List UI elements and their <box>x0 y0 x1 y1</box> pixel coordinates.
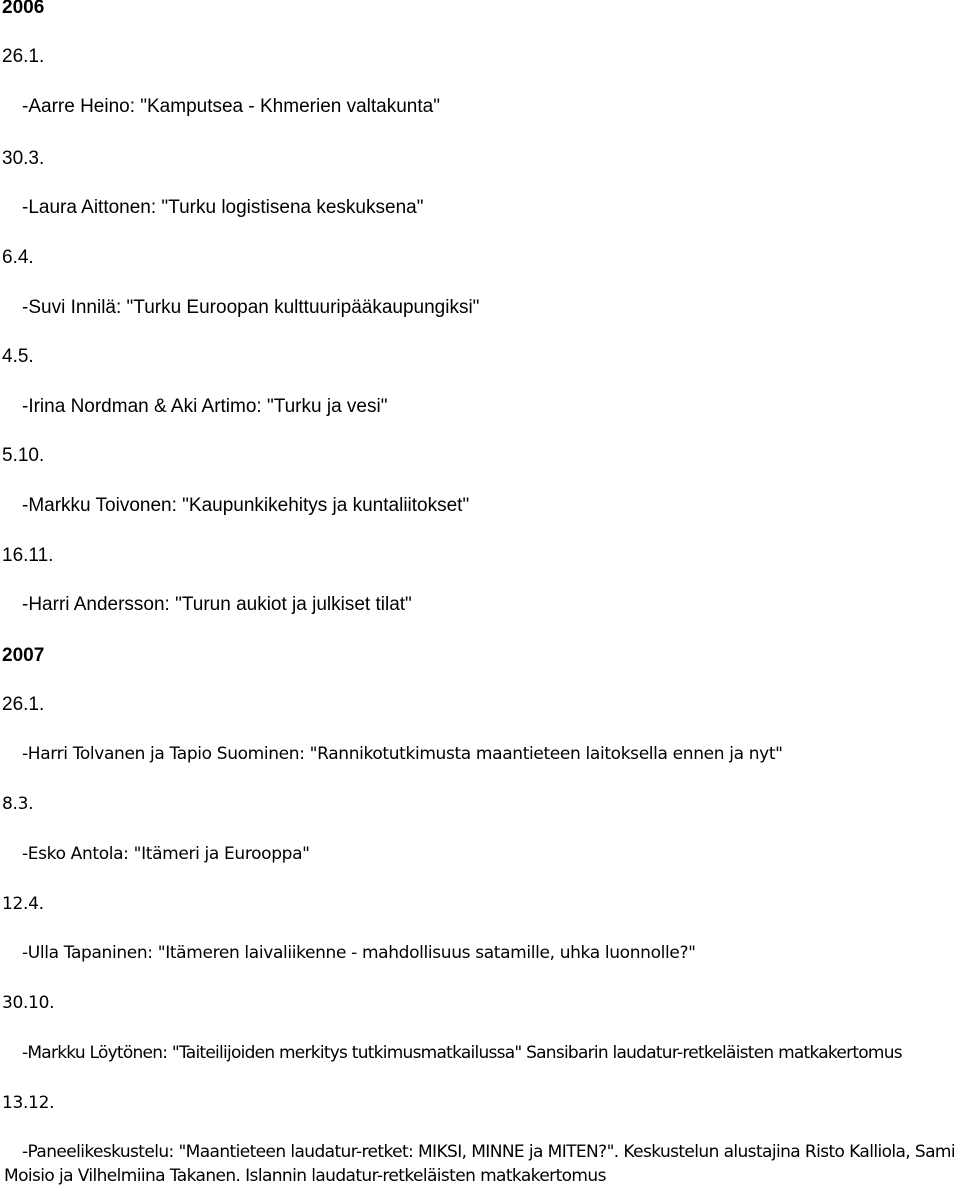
entry-date: 5.10. <box>2 445 45 466</box>
entry-date: 16.11. <box>2 545 54 566</box>
entry-talk: -Ulla Tapaninen: "Itämeren laivaliikenne - mahdollisuus satamille, uhka luonnolle?" <box>22 943 696 963</box>
entry-talk: -Harri Tolvanen ja Tapio Suominen: "Rannikotutkimusta maantieteen laitoksella ennen ja nyt" <box>22 744 783 764</box>
entry-date: 30.10. <box>2 993 55 1013</box>
entry-date: 13.12. <box>2 1093 55 1113</box>
year-heading-2006: 2006 <box>2 0 45 18</box>
entry-talk: -Paneelikeskustelu: "Maantieteen laudatur-retket: MIKSI, MINNE ja MITEN?". Keskustelun alustajina Risto Kalliola, Sami Moisio ja Vilhelmiina Takanen. Islannin laudatur-retkeläisten matkakertomus <box>4 1142 956 1186</box>
entry-date: 26.1. <box>2 46 45 67</box>
entry-date: 26.1. <box>2 694 45 715</box>
entry-date: 30.3. <box>2 148 45 169</box>
entry-date: 12.4. <box>2 894 44 914</box>
year-heading-2007: 2007 <box>2 645 45 666</box>
entry-talk: -Esko Antola: "Itämeri ja Eurooppa" <box>22 844 310 864</box>
entry-date: 8.3. <box>2 794 34 814</box>
entry-talk: -Markku Toivonen: "Kaupunkikehitys ja kuntaliitokset" <box>22 495 470 516</box>
entry-date: 6.4. <box>2 247 34 268</box>
entry-date: 4.5. <box>2 346 34 367</box>
entry-talk: -Suvi Innilä: "Turku Euroopan kulttuuripääkaupungiksi" <box>22 297 480 318</box>
entry-talk: -Irina Nordman & Aki Artimo: "Turku ja vesi" <box>22 396 388 417</box>
entry-talk: -Laura Aittonen: "Turku logistisena keskuksena" <box>22 197 424 218</box>
entry-talk: -Markku Löytönen: "Taiteilijoiden merkitys tutkimusmatkailussa" Sansibarin laudatur-retkeläisten matkakertomus <box>22 1043 902 1063</box>
entry-talk: -Harri Andersson: "Turun aukiot ja julkiset tilat" <box>22 594 412 615</box>
entry-talk: -Aarre Heino: "Kamputsea - Khmerien valtakunta" <box>22 96 440 117</box>
